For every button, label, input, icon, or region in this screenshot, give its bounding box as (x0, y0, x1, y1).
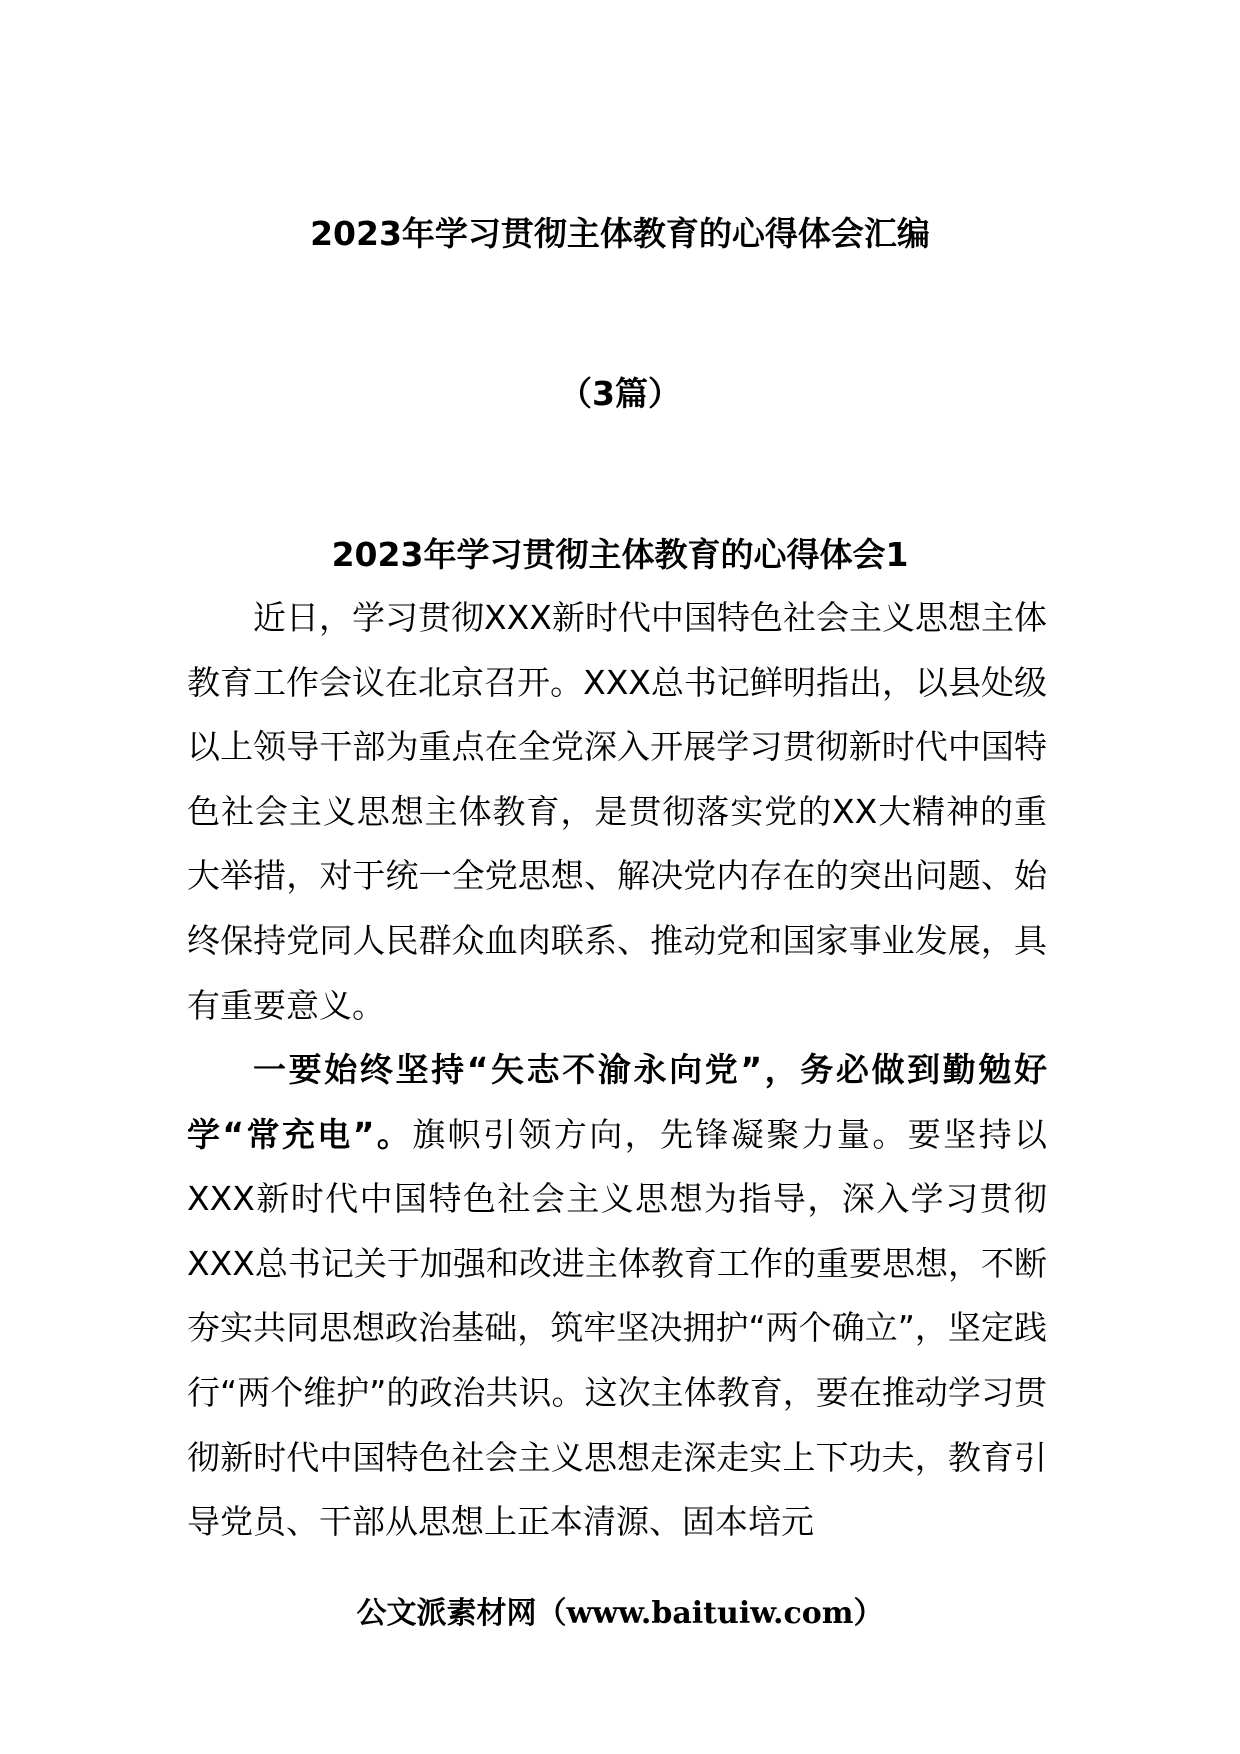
paragraph-2-heading: 一要始终坚持“矢志不渝永向党”，务必做到勤勉好学“常充电”。 (187, 1050, 1047, 1154)
document-subtitle: （3篇） (559, 374, 681, 413)
article-title: 2023年学习贯彻主体教育的心得体会1 (331, 535, 909, 574)
document-main-title: 2023年学习贯彻主体教育的心得体会汇编 (310, 214, 930, 253)
paragraph-1: 近日，学习贯彻XXX新时代中国特色社会主义思想主体教育工作会议在北京召开。XXX总书记鲜明指出，以县处级以上领导干部为重点在全党深入开展学习贯彻新时代中国特色社会主义思想主体教育，是贯彻落实党的XX大精神的重大举措，对于统一全党思想、解决党内存在的突出问题、始终保持党同人民群众血肉联系、推动党和国家事业发展，具有重要意义。 (187, 598, 1047, 1025)
paragraph-2 (187, 1038, 1047, 1555)
footer-watermark: 公文派素材网（www.baituiw.com） (356, 1596, 884, 1631)
paragraph-2-body: 旗帜引领方向，先锋凝聚力量。要坚持以XXX新时代中国特色社会主义思想为指导，深入学习贯彻XXX总书记关于加强和改进主体教育工作的重要思想，不断夯实共同思想政治基础，筑牢坚决拥护“两个确立”，坚定践行“两个维护”的政治共识。这次主体教育，要在推动学习贯彻新时代中国特色社会主义思想走深走实上下功夫，教育引导党员、干部从思想上正本清源、固本培元 (187, 1114, 1047, 1542)
